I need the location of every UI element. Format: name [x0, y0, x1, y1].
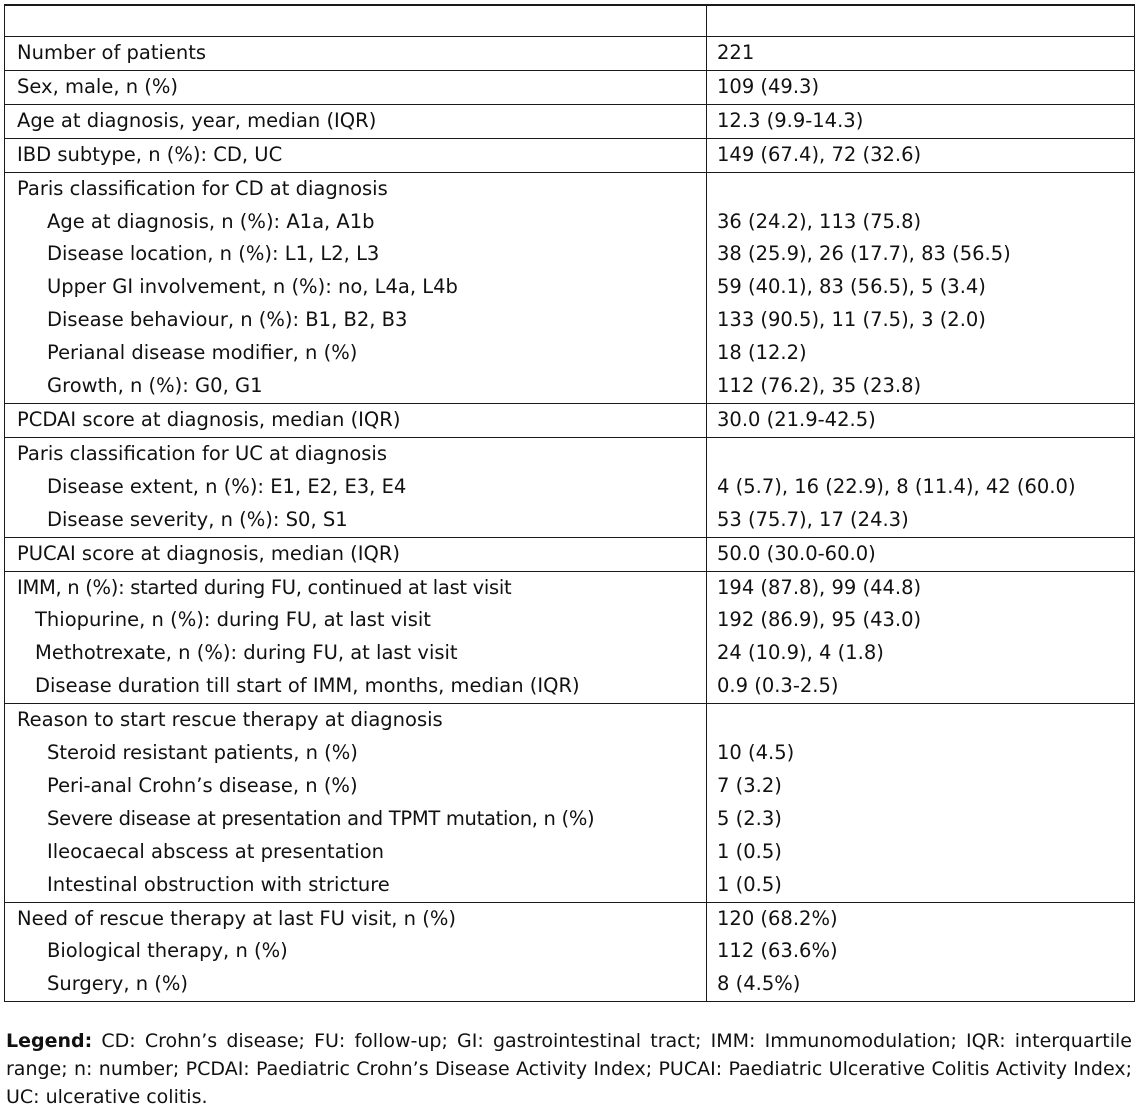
row-value: 24 (10.9), 4 (1.8): [707, 637, 1135, 670]
table-row: [5, 604, 1135, 637]
row-label: Upper GI involvement, n (%): no, L4a, L4b: [5, 271, 707, 304]
table-row: [5, 571, 1135, 604]
patient-characteristics-table: [4, 4, 1135, 1002]
row-label: Steroid resistant patients, n (%): [5, 737, 707, 770]
row-label: Disease extent, n (%): E1, E2, E3, E4: [5, 471, 707, 504]
row-label: Reason to start rescue therapy at diagnosis: [5, 704, 707, 737]
table-row: [5, 935, 1135, 968]
row-value: [707, 437, 1135, 470]
table-row: [5, 968, 1135, 1001]
table-row: [5, 869, 1135, 902]
row-label: Age at diagnosis, year, median (IQR): [5, 104, 707, 138]
row-value: 133 (90.5), 11 (7.5), 3 (2.0): [707, 304, 1135, 337]
row-value: 4 (5.7), 16 (22.9), 8 (11.4), 42 (60.0): [707, 471, 1135, 504]
table-row: [5, 304, 1135, 337]
table-row: [5, 104, 1135, 138]
header-cell-label: [5, 5, 707, 37]
row-value: 50.0 (30.0-60.0): [707, 537, 1135, 571]
row-value: 36 (24.2), 113 (75.8): [707, 206, 1135, 239]
table-row: [5, 504, 1135, 537]
row-value: 221: [707, 37, 1135, 71]
row-label: Paris classification for CD at diagnosis: [5, 172, 707, 205]
row-label: PCDAI score at diagnosis, median (IQR): [5, 403, 707, 437]
table-row: [5, 670, 1135, 703]
row-value: 120 (68.2%): [707, 902, 1135, 935]
row-value: 109 (49.3): [707, 70, 1135, 104]
row-value: [707, 704, 1135, 737]
row-label: Surgery, n (%): [5, 968, 707, 1001]
row-value: 10 (4.5): [707, 737, 1135, 770]
row-value: 12.3 (9.9-14.3): [707, 104, 1135, 138]
row-value: 8 (4.5%): [707, 968, 1135, 1001]
table-row: [5, 70, 1135, 104]
table-body: [5, 5, 1135, 1002]
row-value: 112 (76.2), 35 (23.8): [707, 370, 1135, 403]
table-row: [5, 770, 1135, 803]
table-row: [5, 37, 1135, 71]
row-label: Severe disease at presentation and TPMT mutation, n (%): [5, 803, 707, 836]
row-value: [707, 172, 1135, 205]
row-label: Biological therapy, n (%): [5, 935, 707, 968]
row-label: Methotrexate, n (%): during FU, at last visit: [5, 637, 707, 670]
row-label: Disease duration till start of IMM, months, median (IQR): [5, 670, 707, 703]
row-value: 30.0 (21.9-42.5): [707, 403, 1135, 437]
table-row: [5, 637, 1135, 670]
row-label: Thiopurine, n (%): during FU, at last visit: [5, 604, 707, 637]
row-value: 5 (2.3): [707, 803, 1135, 836]
row-label: Paris classification for UC at diagnosis: [5, 437, 707, 470]
row-label: Peri-anal Crohn’s disease, n (%): [5, 770, 707, 803]
row-value: 149 (67.4), 72 (32.6): [707, 138, 1135, 172]
table-row: [5, 337, 1135, 370]
row-label: IMM, n (%): started during FU, continued at last visit: [5, 571, 707, 604]
row-label: IBD subtype, n (%): CD, UC: [5, 138, 707, 172]
row-label: Need of rescue therapy at last FU visit, n (%): [5, 902, 707, 935]
row-label: Number of patients: [5, 37, 707, 71]
table-row: [5, 172, 1135, 205]
row-label: Disease behaviour, n (%): B1, B2, B3: [5, 304, 707, 337]
table-row: [5, 206, 1135, 239]
row-value: 192 (86.9), 95 (43.0): [707, 604, 1135, 637]
table-row: [5, 370, 1135, 403]
table-legend: [6, 1027, 1132, 1111]
table-row: [5, 138, 1135, 172]
table-row: [5, 403, 1135, 437]
table-row: [5, 238, 1135, 271]
row-label: Perianal disease modifier, n (%): [5, 337, 707, 370]
row-value: 1 (0.5): [707, 836, 1135, 869]
header-cell-value: [707, 5, 1135, 37]
table-row: [5, 437, 1135, 470]
table-row: [5, 271, 1135, 304]
row-value: 1 (0.5): [707, 869, 1135, 902]
row-value: 18 (12.2): [707, 337, 1135, 370]
row-label: Disease severity, n (%): S0, S1: [5, 504, 707, 537]
legend-label: Legend:: [6, 1030, 93, 1052]
row-label: Ileocaecal abscess at presentation: [5, 836, 707, 869]
table-row: [5, 737, 1135, 770]
row-value: 38 (25.9), 26 (17.7), 83 (56.5): [707, 238, 1135, 271]
table-row: [5, 902, 1135, 935]
table-row: [5, 537, 1135, 571]
legend-text: CD: Crohn’s disease; FU: follow-up; GI: gastrointestinal tract; IMM: Immunomodulation; IQR: interquartile range; n: number; PCDAI: Paediatric Crohn’s Disease Activity Index; PUCAI: Paediatric Ulcerative Colitis Activity Index; UC: ulcerative colitis.: [6, 1030, 1132, 1108]
row-label: Disease location, n (%): L1, L2, L3: [5, 238, 707, 271]
table-row: [5, 704, 1135, 737]
row-label: Sex, male, n (%): [5, 70, 707, 104]
row-value: 194 (87.8), 99 (44.8): [707, 571, 1135, 604]
table-row: [5, 803, 1135, 836]
row-value: 59 (40.1), 83 (56.5), 5 (3.4): [707, 271, 1135, 304]
row-value: 7 (3.2): [707, 770, 1135, 803]
row-label: Growth, n (%): G0, G1: [5, 370, 707, 403]
table-row: [5, 471, 1135, 504]
row-label: Intestinal obstruction with stricture: [5, 869, 707, 902]
row-label: PUCAI score at diagnosis, median (IQR): [5, 537, 707, 571]
table-row: [5, 836, 1135, 869]
table-header-row: [5, 5, 1135, 37]
row-value: 53 (75.7), 17 (24.3): [707, 504, 1135, 537]
row-value: 112 (63.6%): [707, 935, 1135, 968]
row-value: 0.9 (0.3-2.5): [707, 670, 1135, 703]
row-label: Age at diagnosis, n (%): A1a, A1b: [5, 206, 707, 239]
